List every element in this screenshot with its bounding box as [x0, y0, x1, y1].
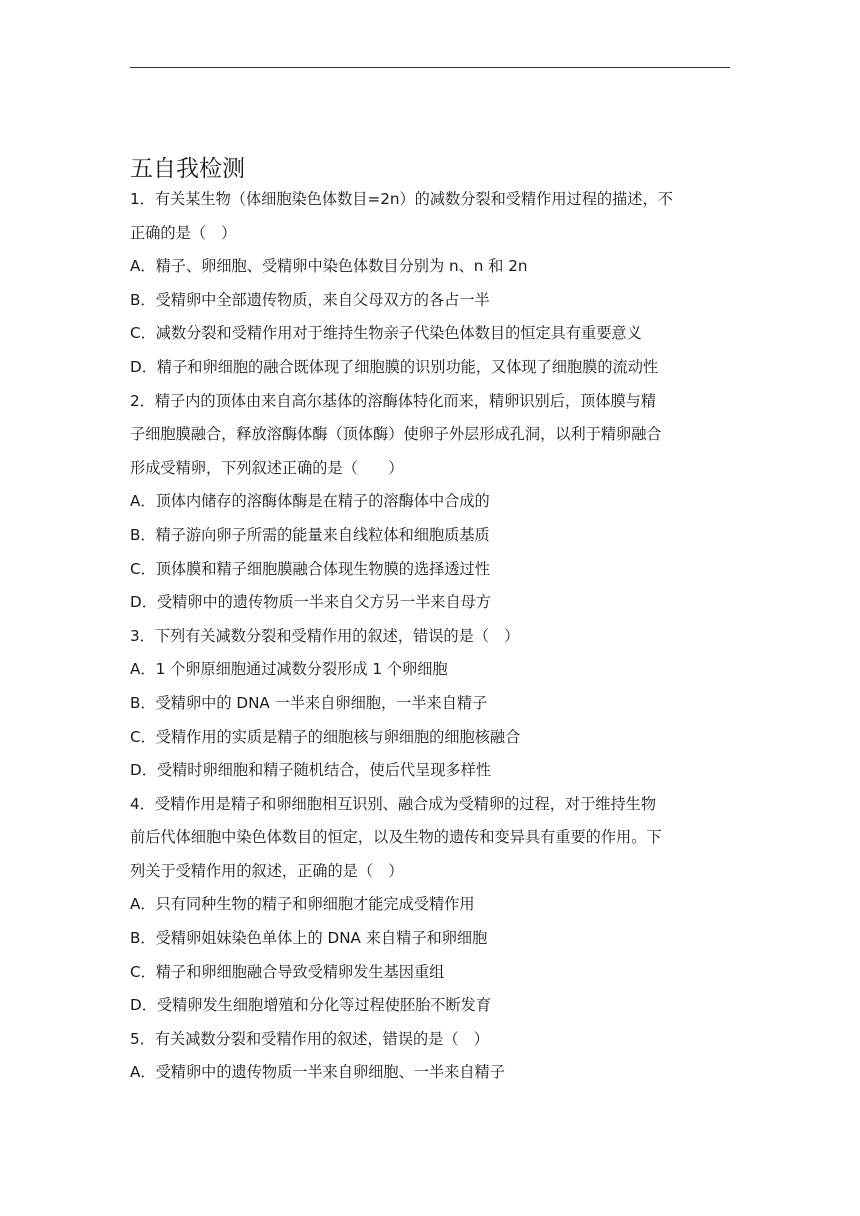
text-line: 3．下列有关减数分裂和受精作用的叙述，错误的是（ ） — [130, 626, 520, 645]
text-line: D．受精时卵细胞和精子随机结合，使后代呈现多样性 — [130, 761, 492, 780]
text-line: 形成受精卵，下列叙述正确的是（ ） — [130, 458, 404, 477]
text-line: A．只有同种生物的精子和卵细胞才能完成受精作用 — [130, 895, 475, 914]
text-line: B．精子游向卵子所需的能量来自线粒体和细胞质基质 — [130, 525, 490, 544]
text-line: B．受精卵中的 DNA 一半来自卵细胞，一半来自精子 — [130, 693, 488, 712]
text-line: 1．有关某生物（体细胞染色体数目=2n）的减数分裂和受精作用过程的描述，不 — [130, 190, 673, 208]
text-line: 正确的是（ ） — [130, 223, 237, 242]
text-line: 前后代体细胞中染色体数目的恒定，以及生物的遗传和变异具有重要的作用。下 — [130, 828, 662, 847]
text-line: A．受精卵中的遗传物质一半来自卵细胞、一半来自精子 — [130, 1063, 505, 1082]
text-line: 列关于受精作用的叙述，正确的是（ ） — [130, 861, 404, 880]
text-line: 子细胞膜融合，释放溶酶体酶（顶体酶）使卵子外层形成孔洞，以利于精卵融合 — [130, 425, 662, 444]
text-line: D．受精卵发生细胞增殖和分化等过程使胚胎不断发育 — [130, 996, 492, 1015]
text-line: C．顶体膜和精子细胞膜融合体现生物膜的选择透过性 — [130, 559, 490, 578]
text-line: 2．精子内的顶体由来自高尔基体的溶酶体特化而来，精卵识别后，顶体膜与精 — [130, 391, 657, 410]
text-line: 4．受精作用是精子和卵细胞相互识别、融合成为受精卵的过程，对于维持生物 — [130, 794, 657, 813]
question-content — [130, 183, 730, 1090]
text-line: B．受精卵中全部遗传物质，来自父母双方的各占一半 — [130, 290, 490, 309]
text-line: D．受精卵中的遗传物质一半来自父方另一半来自母方 — [130, 593, 492, 612]
text-line: A．顶体内储存的溶酶体酶是在精子的溶酶体中合成的 — [130, 492, 490, 511]
text-line: A．1 个卵原细胞通过减数分裂形成 1 个卵细胞 — [130, 660, 448, 679]
text-line: C．受精作用的实质是精子的细胞核与卵细胞的细胞核融合 — [130, 727, 521, 746]
text-line: 5．有关减数分裂和受精作用的叙述，错误的是（ ） — [130, 1029, 489, 1048]
text-line: C．精子和卵细胞融合导致受精卵发生基因重组 — [130, 962, 445, 981]
header-rule — [130, 67, 730, 68]
text-line: A．精子、卵细胞、受精卵中染色体数目分别为 n、n 和 2n — [130, 257, 528, 276]
section-title: 五自我检测 — [130, 156, 245, 182]
text-line: C．减数分裂和受精作用对于维持生物亲子代染色体数目的恒定具有重要意义 — [130, 324, 642, 343]
text-line: B．受精卵姐妹染色单体上的 DNA 来自精子和卵细胞 — [130, 929, 488, 948]
text-line: D．精子和卵细胞的融合既体现了细胞膜的识别功能，又体现了细胞膜的流动性 — [130, 357, 659, 376]
